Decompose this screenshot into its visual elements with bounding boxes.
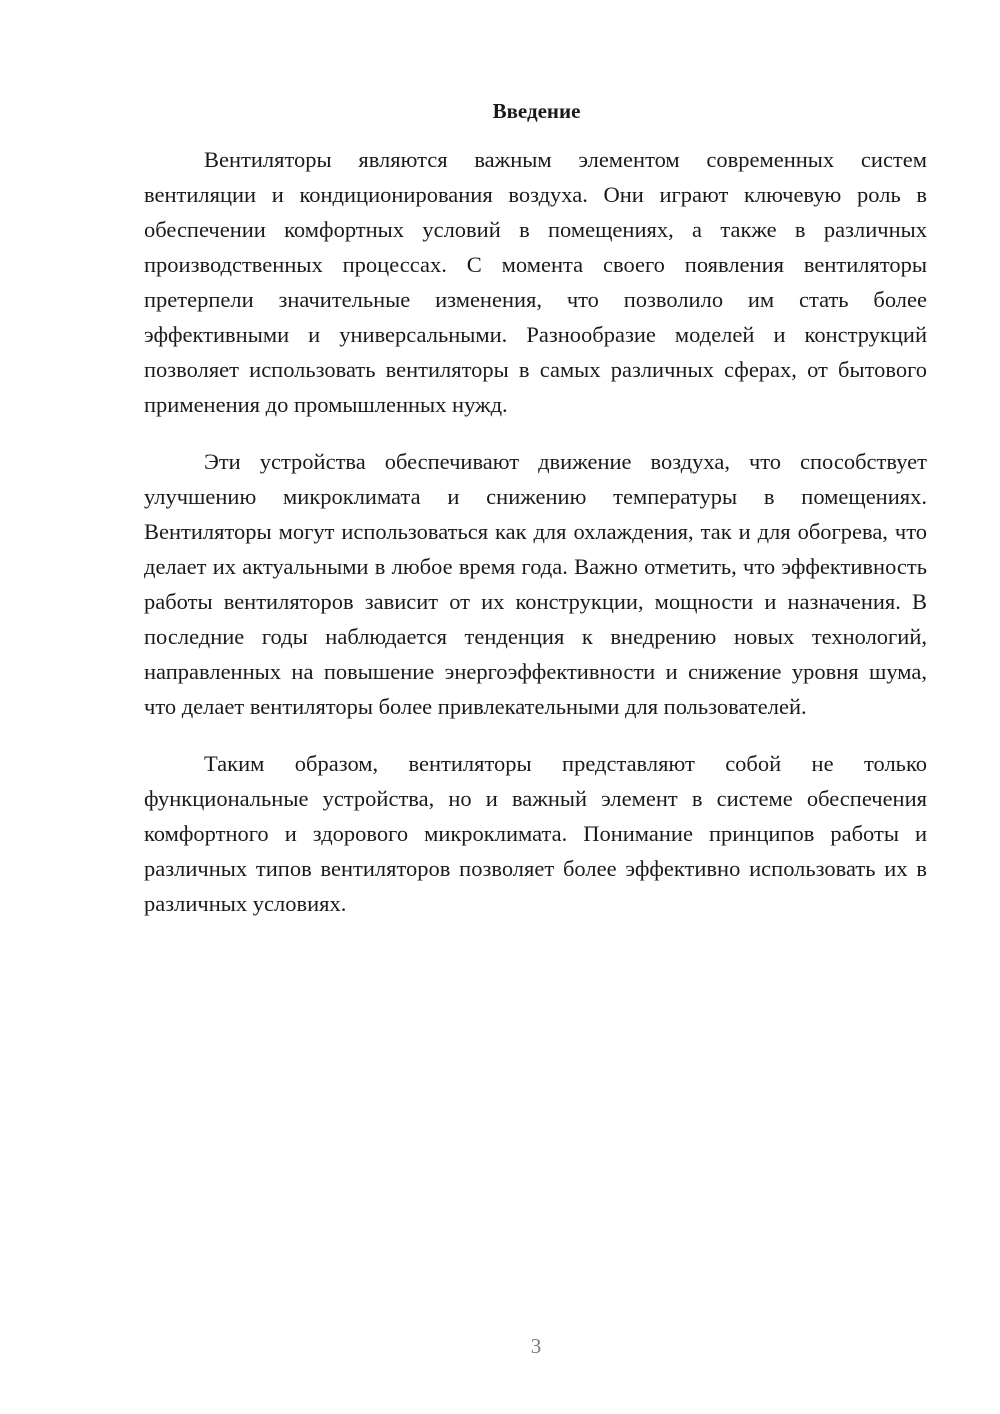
page-content (144, 94, 927, 921)
paragraph-1: Вентиляторы являются важным элементом современных систем вентиляции и кондиционирования воздуха. Они играют ключевую роль в обеспечении комфортных условий в помещениях, а также в различных производственных процессах. С момента своего появления вентиляторы претерпели значительные изменения, что позволило им стать более эффективными и универсальными. Разнообразие моделей и конструкций позволяет использовать вентиляторы в самых различных сферах, от бытового применения до промышленных нужд. (144, 147, 927, 417)
paragraph-2: Эти устройства обеспечивают движение воздуха, что способствует улучшению микроклимата и снижению температуры в помещениях. Вентиляторы могут использоваться как для охлаждения, так и для обогрева, что делает их актуальными в любое время года. Важно отметить, что эффективность работы вентиляторов зависит от их конструкции, мощности и назначения. В последние годы наблюдается тенденция к внедрению новых технологий, направленных на повышение энергоэффективности и снижение уровня шума, что делает вентиляторы более привлекательными для пользователей. (144, 449, 927, 719)
paragraph-3: Таким образом, вентиляторы представляют собой не только функциональные устройства, но и важный элемент в системе обеспечения комфортного и здорового микроклимата. Понимание принципов работы и различных типов вентиляторов позволяет более эффективно использовать их в различных условиях. (144, 751, 927, 916)
section-title: Введение (492, 99, 581, 123)
page-number: 3 (530, 1334, 542, 1358)
